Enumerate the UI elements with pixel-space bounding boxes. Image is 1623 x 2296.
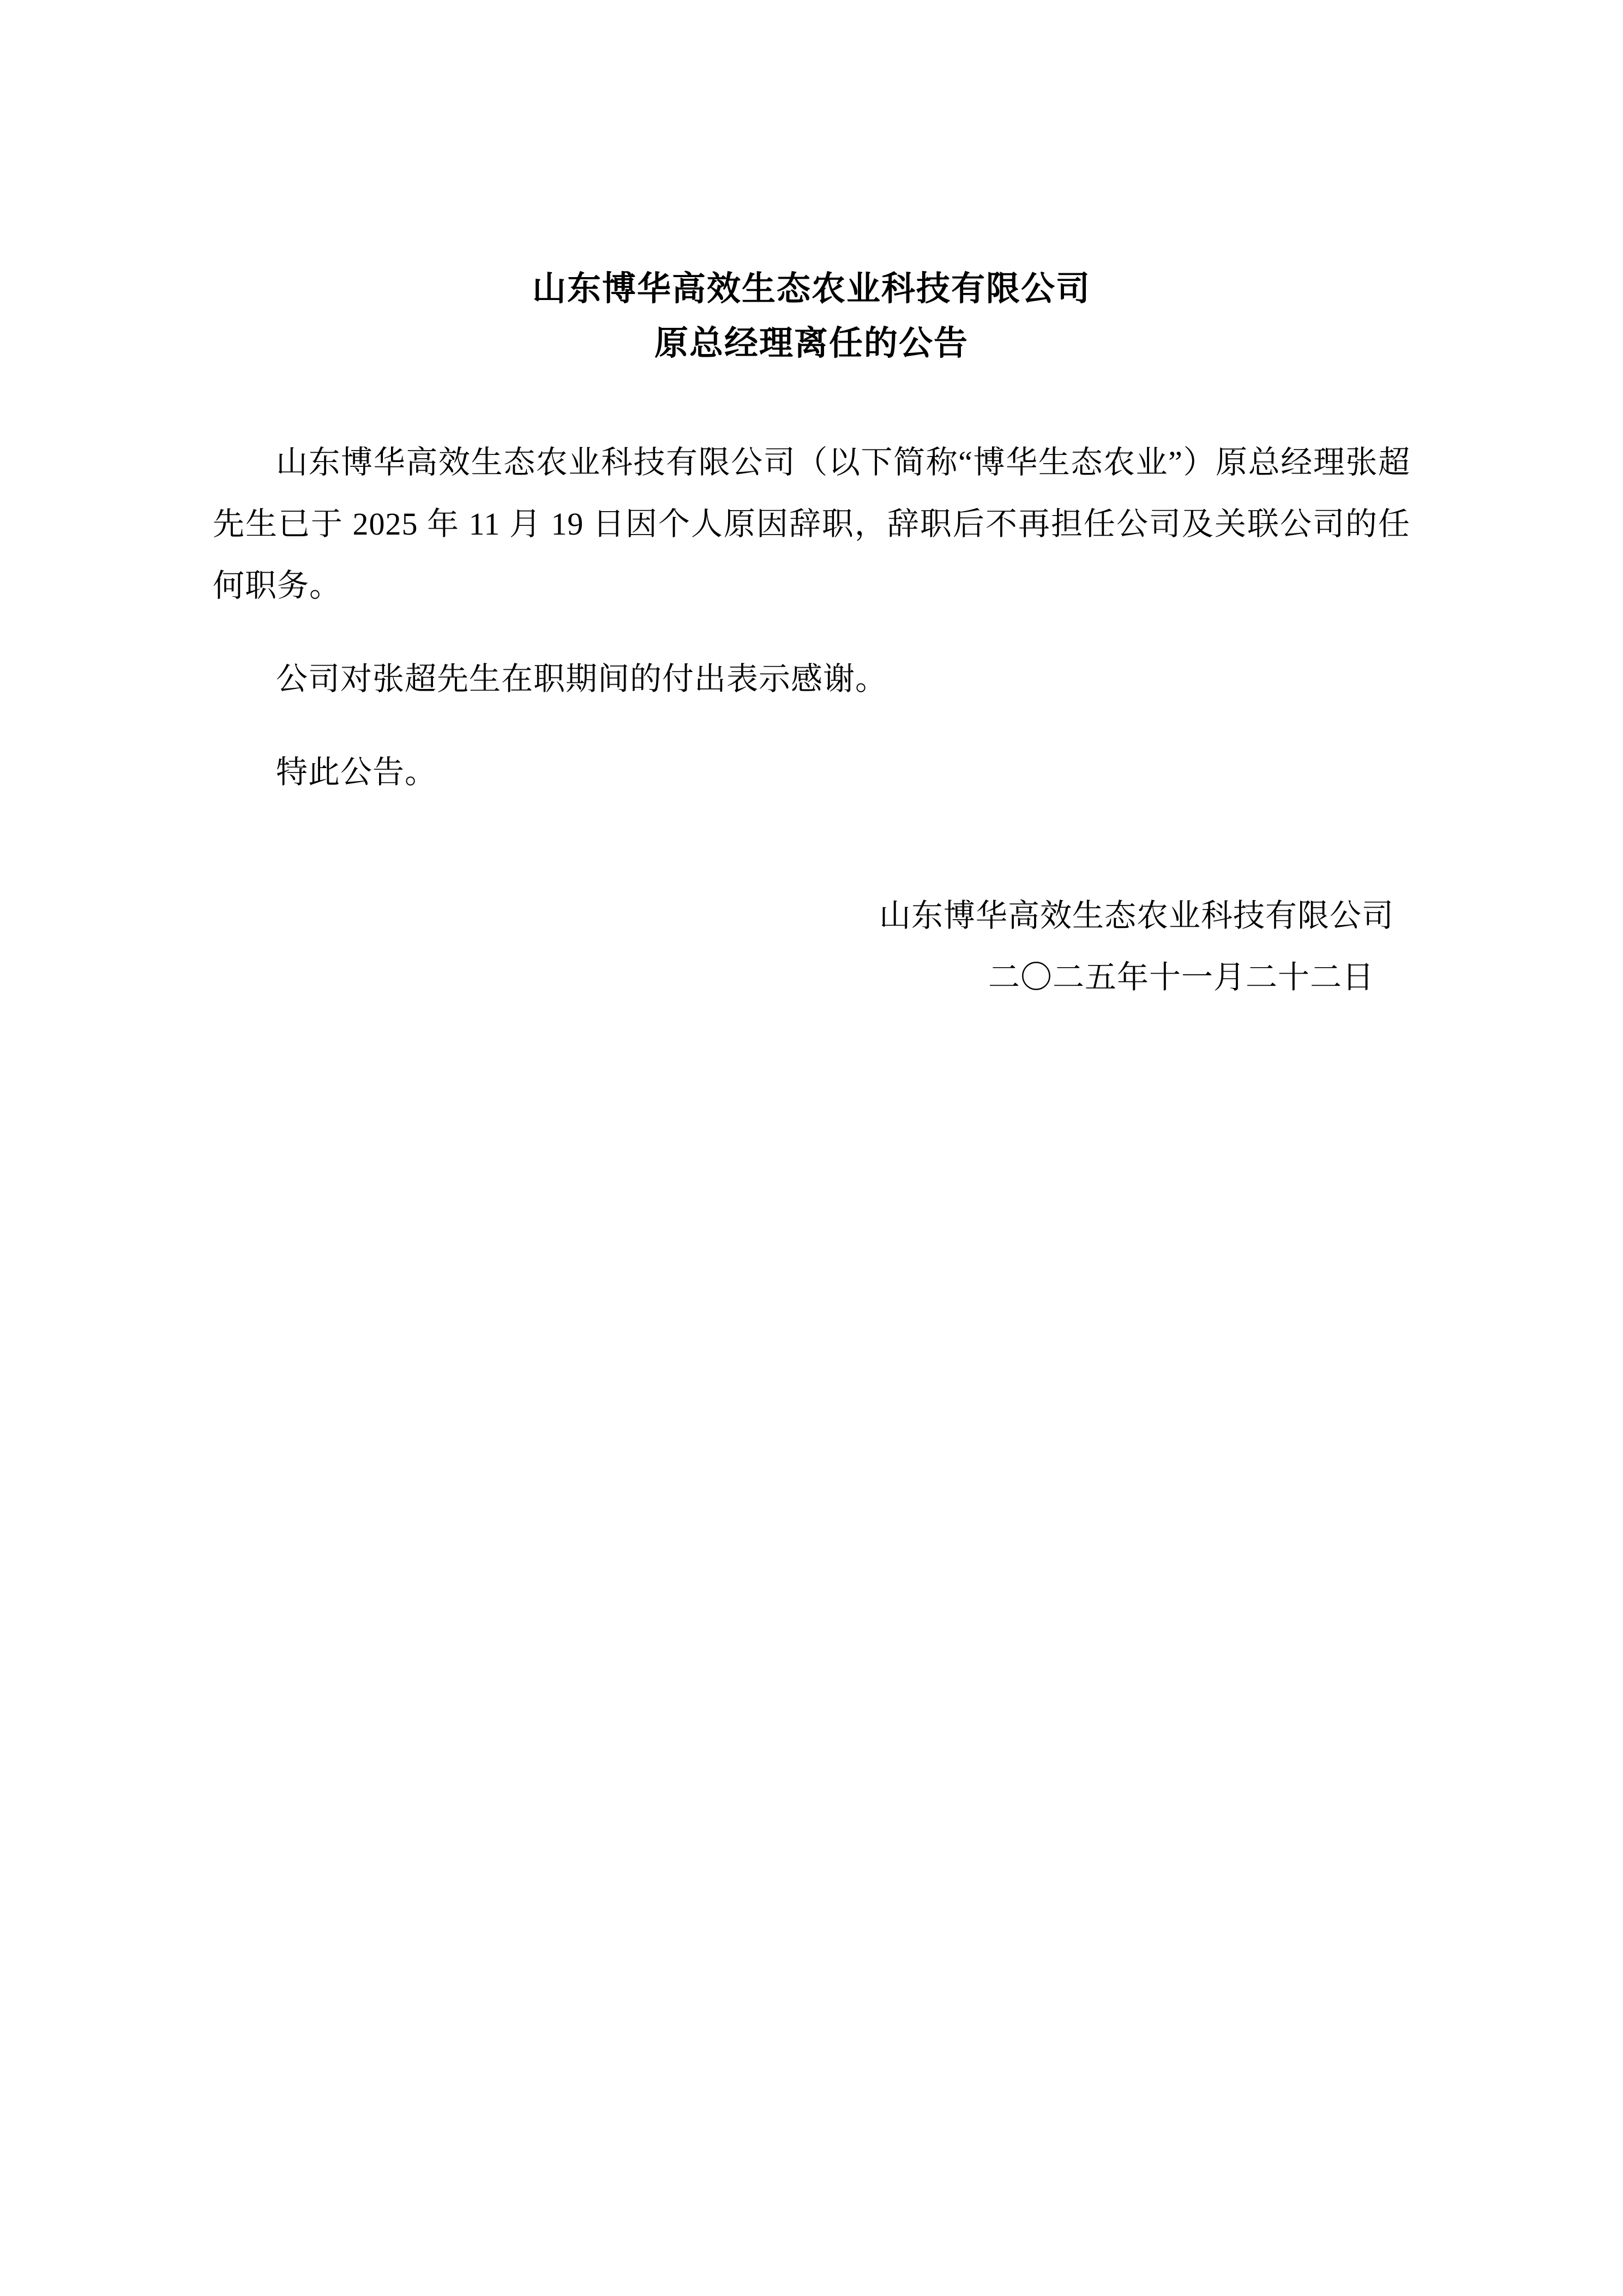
- page-title-line-2: 原总经理离任的公告: [654, 325, 969, 363]
- body-paragraph: 山东博华高效生态农业科技有限公司（以下简称“博华生态农业”）原总经理张超先生已于 2025 年 11 月 19 日因个人原因辞职，辞职后不再担任公司及关联公司的任何职务。: [213, 444, 1410, 604]
- body-paragraph: 公司对张超先生在职期间的付出表示感谢。: [276, 661, 888, 697]
- signature-date: 二〇二五年十一月二十二日: [988, 960, 1374, 996]
- signature-block: [213, 885, 1410, 1008]
- document-body: [213, 431, 1410, 803]
- page-title-line-1: 山东博华高效生态农业科技有限公司: [532, 271, 1091, 308]
- signature-company: 山东博华高效生态农业科技有限公司: [879, 898, 1394, 934]
- body-paragraph: 特此公告。: [276, 754, 437, 790]
- page-title: [213, 262, 1410, 371]
